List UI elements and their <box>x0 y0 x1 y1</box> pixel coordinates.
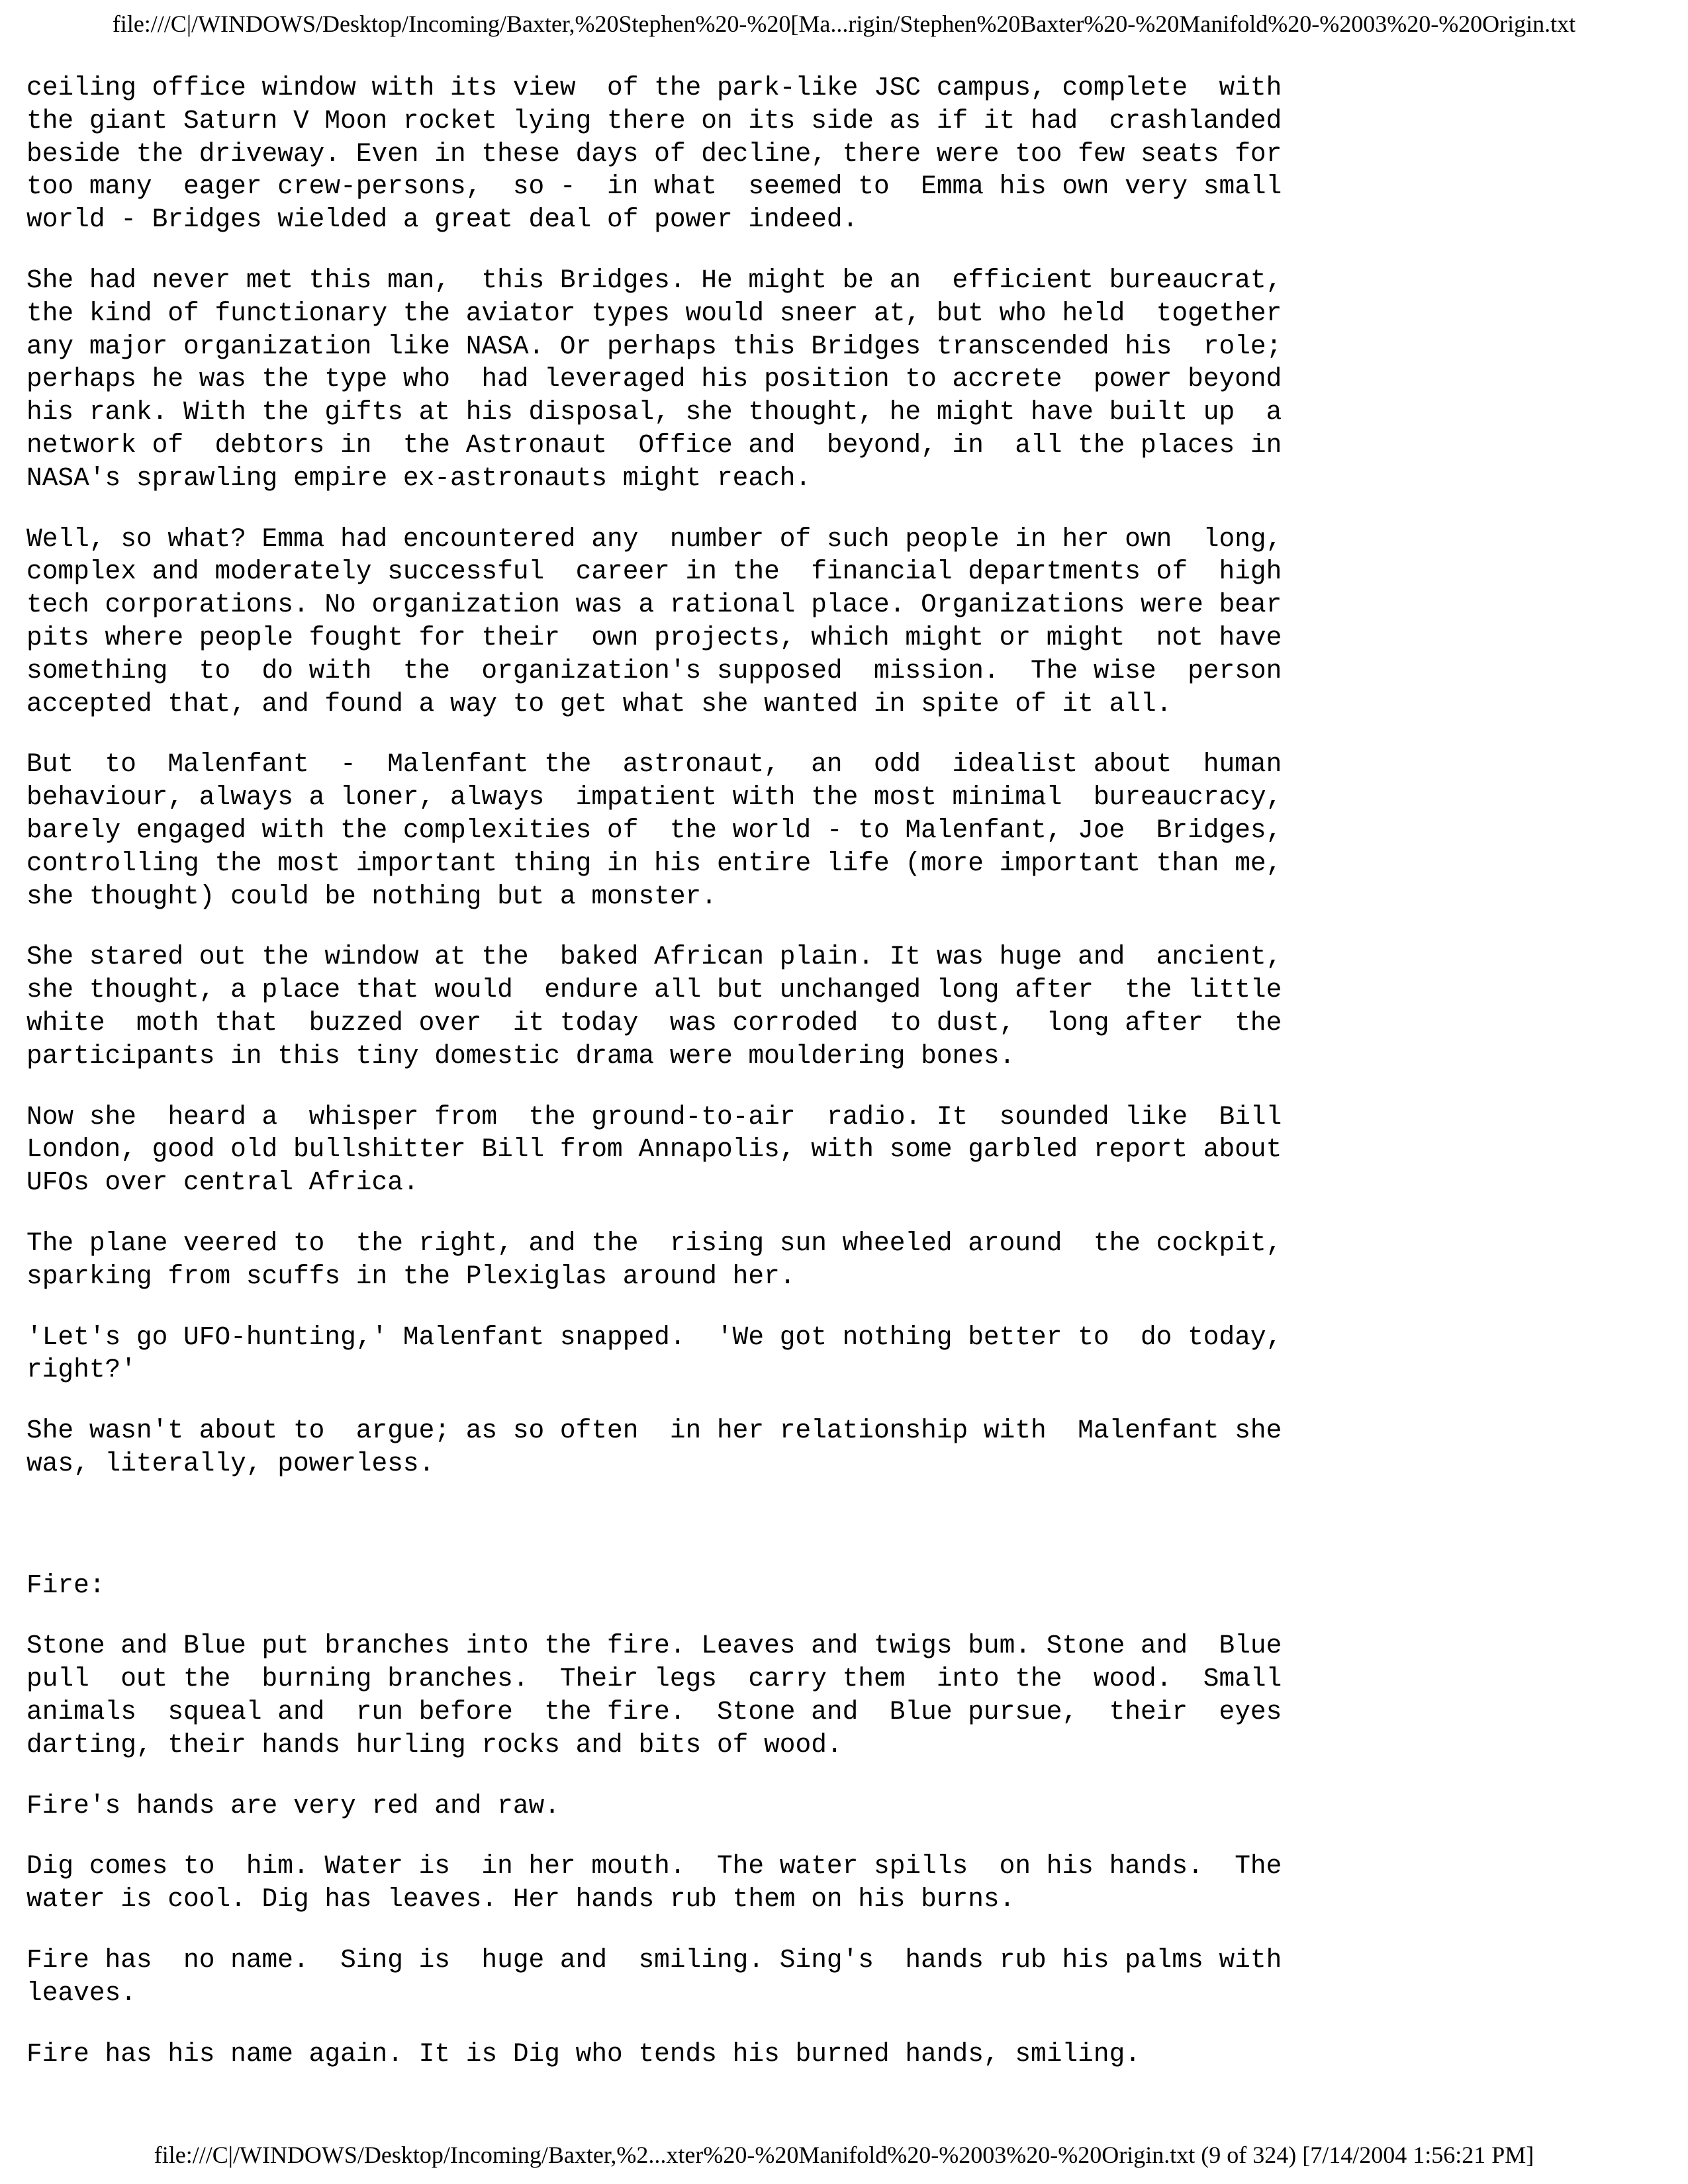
paragraph-3: Well, so what? Emma had encountered any number of such people in her own long, complex and moderately successful career in the financial departments of high tech corporations. No organization was a rational place. Organizations were bear pits where people fought for their own projects, which might or might not have something to do with the organization's supposed mission. The wise person accepted that, and found a way to get what she wanted in spite of it all. <box>26 523 1282 719</box>
section-break <box>26 1508 1403 1569</box>
paragraph-7: The plane veered to the right, and the rising sun wheeled around the cockpit, sparking from scuffs in the Plexiglas around her. <box>26 1228 1282 1291</box>
paragraph-1: ceiling office window with its view of the park-like JSC campus, complete with the giant Saturn V Moon rocket lying there on its side as if it had crashlanded beside the driveway. Even in these days of decline, there were too few seats for too many eager crew-persons, so - in what seemed to Emma his own very small world - Bridges wielded a great deal of power indeed. <box>26 73 1282 235</box>
section-heading: Fire: <box>26 1570 105 1600</box>
page-header-url: file:///C|/WINDOWS/Desktop/Incoming/Baxter,%20Stephen%20-%20[Ma...rigin/Stephen%20Baxter%20-%20Manifold%20-%2003%20-%20Origin.txt <box>112 11 1576 37</box>
paragraph-4: But to Malenfant - Malenfant the astronaut, an odd idealist about human behaviour, always a loner, always impatient with the most minimal bureaucracy, barely engaged with the complexities of the world - to Malenfant, Joe Bridges, controlling the most important thing in his entire life (more important than me, she thought) could be nothing but a monster. <box>26 749 1282 911</box>
paragraph-6: Now she heard a whisper from the ground-to-air radio. It sounded like Bill London, good old bullshitter Bill from Annapolis, with some garbled report about UFOs over central Africa. <box>26 1101 1282 1198</box>
paragraph-8: 'Let's go UFO-hunting,' Malenfant snapped. 'We got nothing better to do today, right?' <box>26 1322 1282 1385</box>
section-paragraph-1: Stone and Blue put branches into the fire. Leaves and twigs bum. Stone and Blue pull out the burning branches. Their legs carry them into the wood. Small animals squeal and run before the fire. Stone and Blue pursue, their eyes darting, their hands hurling rocks and bits of wood. <box>26 1631 1282 1760</box>
paragraph-9: She wasn't about to argue; as so often in her relationship with Malenfant she was, literally, powerless. <box>26 1416 1282 1479</box>
paragraph-5: She stared out the window at the baked African plain. It was huge and ancient, she thought, a place that would endure all but unchanged long after the little white moth that buzzed over it today was corroded to dust, long after the participants in this tiny domestic drama were mouldering bones. <box>26 942 1282 1071</box>
section-paragraph-2: Fire's hands are very red and raw. <box>26 1790 560 1821</box>
paragraph-2: She had never met this man, this Bridges. He might be an efficient bureaucrat, the kind of functionary the aviator types would sneer at, but who held together any major organization like NASA. Or perhaps this Bridges transcended his role; perhaps he was the type who had leveraged his position to accrete power beyond his rank. With the gifts at his disposal, she thought, he might have built up a network of debtors in the Astronaut Office and beyond, in all the places in NASA's sprawling empire ex-astronauts might reach. <box>26 265 1282 493</box>
document-body <box>26 71 1403 2098</box>
section-paragraph-5: Fire has his name again. It is Dig who tends his burned hands, smiling. <box>26 2038 1141 2069</box>
section-paragraph-3: Dig comes to him. Water is in her mouth. The water spills on his hands. The water is cool. Dig has leaves. Her hands rub them on his burns. <box>26 1851 1282 1915</box>
page-footer: file:///C|/WINDOWS/Desktop/Incoming/Baxter,%2...xter%20-%20Manifold%20-%2003%20-%20Origin.txt (9 of 324) [7/14/2004 1:56:21 PM] <box>154 2142 1534 2168</box>
section-paragraph-4: Fire has no name. Sing is huge and smiling. Sing's hands rub his palms with leaves. <box>26 1945 1282 2008</box>
